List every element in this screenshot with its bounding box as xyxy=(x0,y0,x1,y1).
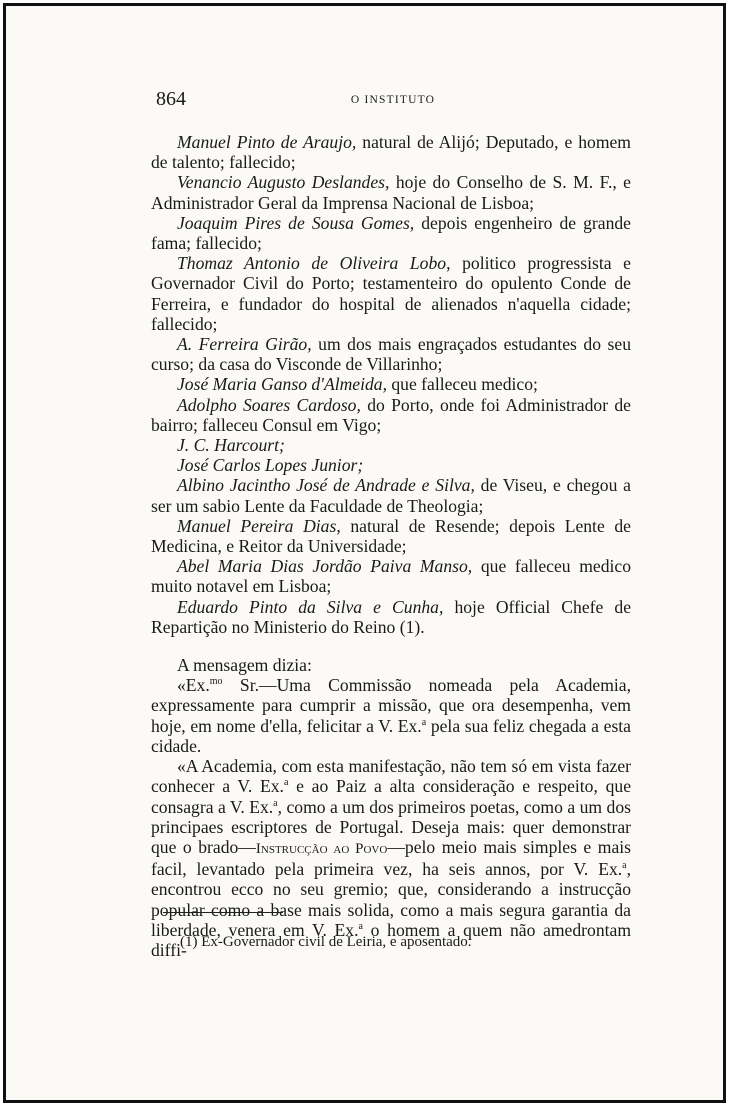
superscript: a xyxy=(622,860,627,872)
entry-name: José Carlos Lopes Junior; xyxy=(177,455,364,476)
entry xyxy=(151,597,631,637)
superscript: a xyxy=(358,920,363,932)
entry xyxy=(151,395,631,435)
text-run: Sr.—Uma Commissão nomeada pela Academia, expressamente para cumprir a missão, que ora desempenha, vem hoje, em nome d'ella, felicitar a V. Ex. xyxy=(151,675,631,736)
entry xyxy=(151,556,631,596)
running-title: O INSTITUTO xyxy=(350,94,436,106)
footnote: (1) Ex-Governador civil de Leiria, e aposentado. xyxy=(180,934,472,950)
superscript: a xyxy=(421,716,427,728)
entry-name: Eduardo Pinto da Silva e Cunha, xyxy=(177,596,444,617)
entry-text: hoje do Conselho de S. M. F., e Administrador Geral da Imprensa Nacional de Lisboa; xyxy=(151,172,631,213)
entry-text: natural de Alijó; Deputado, e homem de talento; fallecido; xyxy=(151,132,631,173)
superscript: a xyxy=(283,777,289,789)
footnote-rule xyxy=(163,912,283,913)
text-run: «Ex. xyxy=(177,675,210,696)
text-run: , como a um dos primeiros poetas, como a um dos principaes escriptores de Portugal. Deseja mais: quer demonstrar que o brado— xyxy=(151,796,631,857)
entry xyxy=(151,132,631,172)
page-number: 864 xyxy=(156,88,186,110)
entry xyxy=(151,334,631,374)
superscript: a xyxy=(273,797,278,809)
entry-name: Joaquim Pires de Sousa Gomes, xyxy=(177,212,415,233)
entry-text: depois engenheiro de grande fama; fallecido; xyxy=(151,212,631,254)
body-text xyxy=(151,132,631,960)
message-paragraph-1 xyxy=(151,675,631,756)
text-run: pela sua feliz chegada a esta cidade. xyxy=(151,715,631,756)
entry-text: politico progressista e Governador Civil do Porto; testamenteiro do opulento Conde de Ferreira, e fundador do hospital de alienados n'aquella cidade; fallecido; xyxy=(151,253,631,334)
entry-text: de Viseu, e chegou a ser um sabio Lente da Faculdade de Theologia; xyxy=(151,475,631,516)
text-run: —pelo meio mais simples e mais facil, levantado pela primeira vez, ha seis annos, por V. Ex. xyxy=(151,836,631,880)
message-paragraph-2 xyxy=(151,756,631,960)
entry-text: do Porto, onde foi Administrador de bairro; falleceu Consul em Vigo; xyxy=(151,394,631,435)
entry-name: J. C. Harcourt; xyxy=(177,435,285,456)
text-run: «A Academia, com esta manifestação, não tem só em vista fazer conhecer a V. Ex. xyxy=(151,756,631,797)
entry xyxy=(151,435,631,455)
document-page xyxy=(3,3,726,1103)
small-caps-text: Instrucção ao Povo xyxy=(255,840,388,857)
entry xyxy=(151,213,631,253)
text-run: e ao Paiz a alta consideração e respeito, que consagra a V. Ex. xyxy=(151,776,632,817)
page-header xyxy=(156,88,630,114)
entry xyxy=(151,253,631,334)
entry-text: hoje Official Chefe de Repartição no Ministerio do Reino (1). xyxy=(151,596,632,637)
entry-text: que falleceu medico; xyxy=(386,374,538,395)
entry-name: Manuel Pinto de Araujo, xyxy=(177,132,357,152)
entry-name: Venancio Augusto Deslandes, xyxy=(177,172,390,193)
entry xyxy=(151,455,631,475)
entry-name: Manuel Pereira Dias, xyxy=(177,515,341,536)
entry-name: A. Ferreira Girão, xyxy=(177,334,312,355)
entry-text: um dos mais engraçados estudantes do seu curso; da casa do Visconde de Villarinho; xyxy=(151,334,632,375)
entry xyxy=(151,374,631,394)
entry xyxy=(151,172,631,212)
entry-name: Abel Maria Dias Jordão Paiva Manso, xyxy=(177,556,473,577)
message-intro: A mensagem dizia: xyxy=(177,655,312,676)
entry-name: José Maria Ganso d'Almeida, xyxy=(177,374,387,395)
entry-text: natural de Resende; depois Lente de Medicina, e Reitor da Universidade; xyxy=(151,515,631,557)
text-run: o homem a quem não amedrontam diffi- xyxy=(151,919,632,960)
entry-name: Thomaz Antonio de Oliveira Lobo, xyxy=(177,253,451,274)
entry-name: Albino Jacintho José de Andrade e Silva, xyxy=(177,475,475,496)
entry xyxy=(151,516,631,556)
entry xyxy=(151,475,631,515)
entry-text: que falleceu medico muito notavel em Lisboa; xyxy=(151,556,631,597)
superscript: mo xyxy=(209,676,223,688)
entry-name: Adolpho Soares Cardoso, xyxy=(177,394,361,415)
text-run: , encontrou ecco no seu gremio; que, considerando a instrucção popular como a base mais solida, como a mais segura garantia da liberdade, venera em V. Ex. xyxy=(151,859,631,940)
